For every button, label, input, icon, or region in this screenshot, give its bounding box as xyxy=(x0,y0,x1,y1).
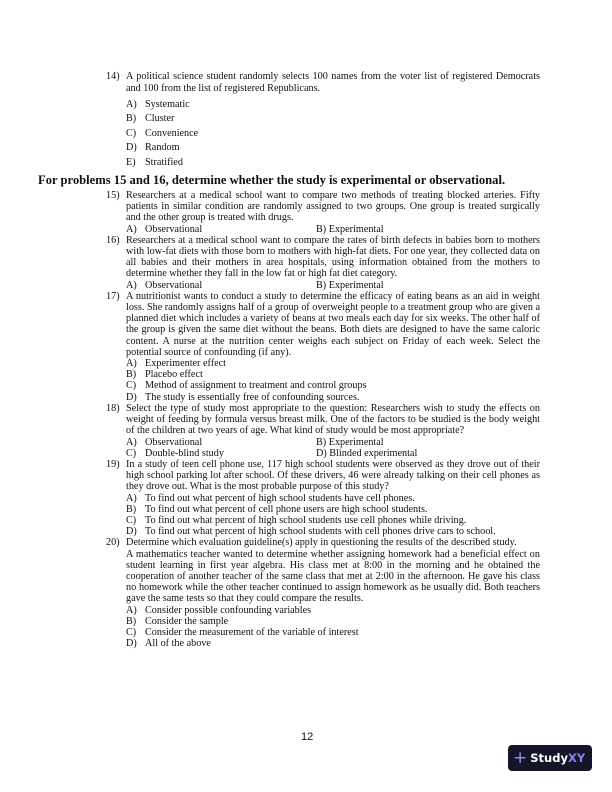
option-letter: D) xyxy=(126,526,137,538)
brand-name: Study xyxy=(530,751,568,765)
option-text: Convenience xyxy=(145,127,199,139)
answer-option xyxy=(126,448,316,459)
option-text: Method of assignment to treatment and control groups xyxy=(145,380,367,392)
option-text: Placebo effect xyxy=(145,369,203,381)
answer-option xyxy=(126,392,612,403)
option-letter: B) xyxy=(126,615,137,627)
option-text: Double-blind study xyxy=(145,447,224,459)
question-text: Researchers at a medical school want to compare the rates of birth defects in babies born to mothers with low-fat diets with those born to mothers with high-fat diets. For one year, they collected data on all babies and their mothers in area hospitals, using information obtained from the mothers to determine whether they fall in the low fat or high fat diet category. xyxy=(126,234,540,280)
option-letter: A) xyxy=(126,436,137,448)
option-letter: B) xyxy=(316,223,327,235)
answer-option xyxy=(126,112,612,126)
option-letter: C) xyxy=(126,447,137,459)
option-text: Experimenter effect xyxy=(145,358,226,370)
option-text: Experimental xyxy=(328,279,384,291)
answer-option xyxy=(126,98,612,112)
option-letter: A) xyxy=(126,492,137,504)
answer-option xyxy=(126,380,612,391)
option-text: Systematic xyxy=(145,99,190,110)
answer-option xyxy=(126,504,612,515)
answer-option xyxy=(126,369,612,380)
answer-option xyxy=(126,127,612,141)
answer-row xyxy=(126,224,612,235)
option-letter: A) xyxy=(126,358,137,370)
option-text: To find out what percent of cell phone users are high school students. xyxy=(145,503,428,515)
option-text: Blinded experimental xyxy=(329,447,418,459)
answer-option xyxy=(126,493,612,504)
option-text: Stratified xyxy=(145,156,183,168)
option-text: Consider possible confounding variables xyxy=(145,604,312,616)
question-20 xyxy=(106,537,540,549)
answer-option xyxy=(126,358,612,369)
answer-option xyxy=(126,437,316,448)
question-17 xyxy=(106,290,540,358)
option-letter: B) xyxy=(126,113,137,125)
option-letter: C) xyxy=(126,127,137,139)
question-number: 16) xyxy=(106,234,120,246)
question-passage: A mathematics teacher wanted to determine whether assigning homework had a beneficial effect on student learning in first year algebra. His class met at 8:00 in the morning and he obtained the cooperation of another teacher of the same class that met at 2:00 in the afternoon. He gave his class no homework while the other teacher continued to assign homework as he usually did. Both teachers gave the same tests so that they could compare the results. xyxy=(126,548,540,605)
option-letter: A) xyxy=(126,279,137,291)
answer-option xyxy=(126,141,612,155)
option-letter: A) xyxy=(126,99,137,110)
answer-option xyxy=(126,515,612,526)
question-text: A political science student randomly selects 100 names from the voter list of registered Democrats and 100 from the list of registered Republicans. xyxy=(126,71,540,94)
question-18 xyxy=(106,402,540,437)
option-letter: B) xyxy=(126,369,137,381)
option-letter: D) xyxy=(126,638,137,650)
answer-row xyxy=(126,448,612,459)
answer-option xyxy=(126,627,612,638)
question-text: Researchers at a medical school want to compare two methods of treating blocked arteries. Fifty patients in similar condition are randomly assigned to two groups. One group is treated surgically and the other group is treated with drugs. xyxy=(126,190,540,224)
option-text: To find out what percent of high school students have cell phones. xyxy=(145,492,415,504)
question-16 xyxy=(106,234,540,280)
question-19 xyxy=(106,458,540,493)
option-text: Observational xyxy=(145,436,203,448)
answer-option xyxy=(316,448,506,459)
answer-option xyxy=(316,280,506,291)
question-number: 17) xyxy=(106,290,120,302)
option-text: All of the above xyxy=(145,638,211,650)
section-heading: For problems 15 and 16, determine whether the study is experimental or observational. xyxy=(38,173,506,188)
option-letter: C) xyxy=(126,380,137,392)
option-letter: B) xyxy=(316,279,327,291)
option-text: To find out what percent of high school students with cell phones drive cars to school. xyxy=(145,526,496,538)
question-text: A nutritionist wants to conduct a study to determine the efficacy of eating beans as an aid in weight loss. She randomly assigns half of a group of overweight people to a treatment group who are given a planned diet which includes a variety of beans at two meals each day for six weeks. The other half of the group is given the same diet without the beans. Both diets are designed to have the same caloric content. A nurse at the nutrition center weighs each subject on Friday of each week. Select the potential source of confounding (if any). xyxy=(126,290,540,358)
option-text: The study is essentially free of confounding sources. xyxy=(145,391,360,403)
page-number: 12 xyxy=(301,731,314,743)
option-letter: B) xyxy=(126,503,137,515)
answer-option xyxy=(126,526,612,537)
option-text: Observational xyxy=(145,279,203,291)
option-letter: A) xyxy=(126,223,137,235)
option-letter: A) xyxy=(126,604,137,616)
option-letter: C) xyxy=(126,514,137,526)
option-text: To find out what percent of high school students use cell phones while driving. xyxy=(145,514,467,526)
question-text: In a study of teen cell phone use, 117 high school students were observed as they drove out of their high school parking lot after school. Of these drivers, 46 were already talking on their cell phones as they drove out. What is the most probable purpose of this study? xyxy=(126,458,540,493)
option-text: Cluster xyxy=(145,113,175,125)
document-body xyxy=(0,71,612,649)
studyxy-badge[interactable] xyxy=(508,745,592,771)
option-text: Experimental xyxy=(328,223,384,235)
option-text: Observational xyxy=(145,223,203,235)
option-text: Experimental xyxy=(328,436,384,448)
answer-option xyxy=(316,224,506,235)
answer-row xyxy=(126,280,612,291)
question-text: Determine which evaluation guideline(s) apply in questioning the results of the described study. xyxy=(126,537,517,549)
option-letter: D) xyxy=(316,447,327,459)
answer-row xyxy=(126,437,612,448)
answer-option xyxy=(126,280,316,291)
answer-option xyxy=(126,616,612,627)
question-number: 19) xyxy=(106,458,120,470)
option-text: Consider the sample xyxy=(145,615,229,627)
answer-option xyxy=(126,605,612,616)
question-15 xyxy=(106,190,540,224)
answer-option xyxy=(316,437,506,448)
option-letter: B) xyxy=(316,436,327,448)
answer-option xyxy=(126,224,316,235)
question-number: 18) xyxy=(106,402,120,414)
question-number: 14) xyxy=(106,71,120,82)
option-letter: E) xyxy=(126,156,136,168)
option-text: Consider the measurement of the variable of interest xyxy=(145,626,359,638)
option-text: Random xyxy=(145,142,180,154)
question-text: Select the type of study most appropriate to the question: Researchers wish to study the effects on weight of feeding by formula versus breast milk. One of the factors to be studied is the body weight of the children at two years of age. What kind of study would be most appropriate? xyxy=(126,402,540,437)
brand-accent: XY xyxy=(567,751,586,765)
plus-icon: + xyxy=(513,747,528,768)
answer-option xyxy=(126,638,612,649)
question-number: 20) xyxy=(106,537,120,549)
question-number: 15) xyxy=(106,190,120,202)
question-14 xyxy=(106,71,540,95)
answer-option xyxy=(126,156,612,170)
option-letter: D) xyxy=(126,142,137,154)
option-letter: D) xyxy=(126,391,137,403)
option-letter: C) xyxy=(126,626,137,638)
